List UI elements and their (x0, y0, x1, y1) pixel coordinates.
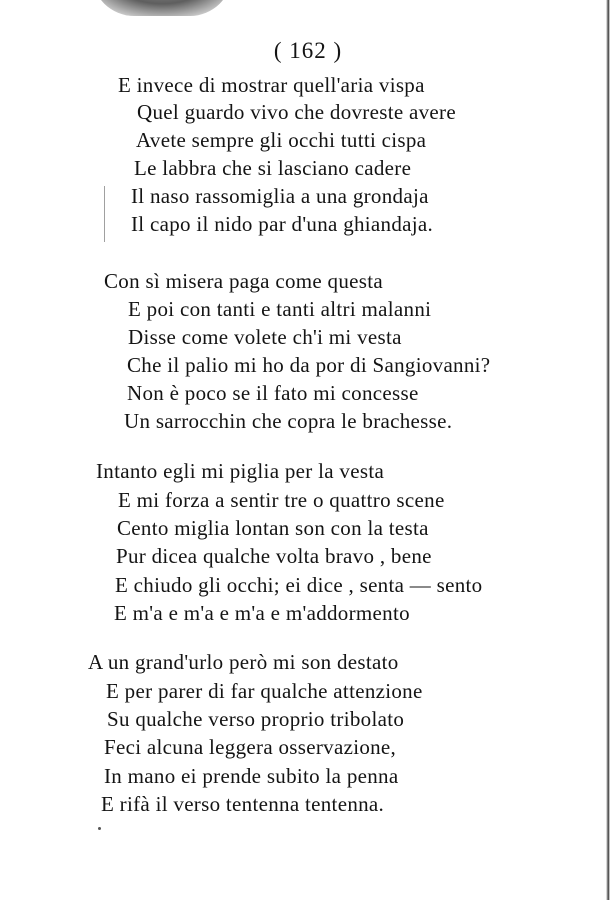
stanza-2-line-2: E poi con tanti e tanti altri malanni (128, 297, 432, 321)
stanza-1-line-5: Il naso rassomiglia a una grondaja (131, 184, 429, 208)
stanza-1-line-2: Quel guardo vivo che dovreste avere (137, 100, 456, 124)
stanza-3-line-6: E m'a e m'a e m'a e m'addormento (114, 601, 410, 625)
stanza-4-line-1: A un grand'urlo però mi son destato (88, 650, 399, 674)
stanza-1-line-4: Le labbra che si lasciano cadere (134, 156, 412, 180)
ink-speck (98, 827, 101, 830)
stanza-4-line-2: E per parer di far qualche attenzione (106, 679, 423, 703)
stanza-2-line-6: Un sarrocchin che copra le brachesse. (124, 409, 453, 433)
stanza-3-line-4: Pur dicea qualche volta bravo , bene (116, 544, 432, 568)
library-stamp (92, 0, 232, 16)
stanza-4-line-5: In mano ei prende subito la penna (104, 764, 399, 788)
page-edge (606, 0, 610, 900)
stanza-1-line-1: E invece di mostrar quell'aria vispa (118, 73, 425, 97)
margin-bracket-mark (104, 186, 115, 242)
stanza-3-line-3: Cento miglia lontan son con la testa (117, 516, 429, 540)
stanza-2-line-4: Che il palio mi ho da por di Sangiovanni? (127, 353, 491, 377)
stanza-2-line-1: Con sì misera paga come questa (104, 269, 384, 293)
stanza-4-line-6: E rifà il verso tentenna tentenna. (101, 792, 385, 816)
stanza-2-line-3: Disse come volete ch'i mi vesta (128, 325, 402, 349)
stanza-3-line-1: Intanto egli mi piglia per la vesta (96, 459, 385, 483)
stanza-3-line-2: E mi forza a sentir tre o quattro scene (118, 488, 445, 512)
page-number: ( 162 ) (273, 38, 343, 63)
stanza-4-line-3: Su qualche verso proprio tribolato (107, 707, 405, 731)
stanza-1-line-6: Il capo il nido par d'una ghiandaja. (131, 212, 434, 236)
stanza-4-line-4: Feci alcuna leggera osservazione, (104, 735, 397, 759)
stanza-1-line-3: Avete sempre gli occhi tutti cispa (136, 128, 427, 152)
stanza-2-line-5: Non è poco se il fato mi concesse (127, 381, 419, 405)
stanza-3-line-5: E chiudo gli occhi; ei dice , senta — sento (115, 573, 483, 597)
